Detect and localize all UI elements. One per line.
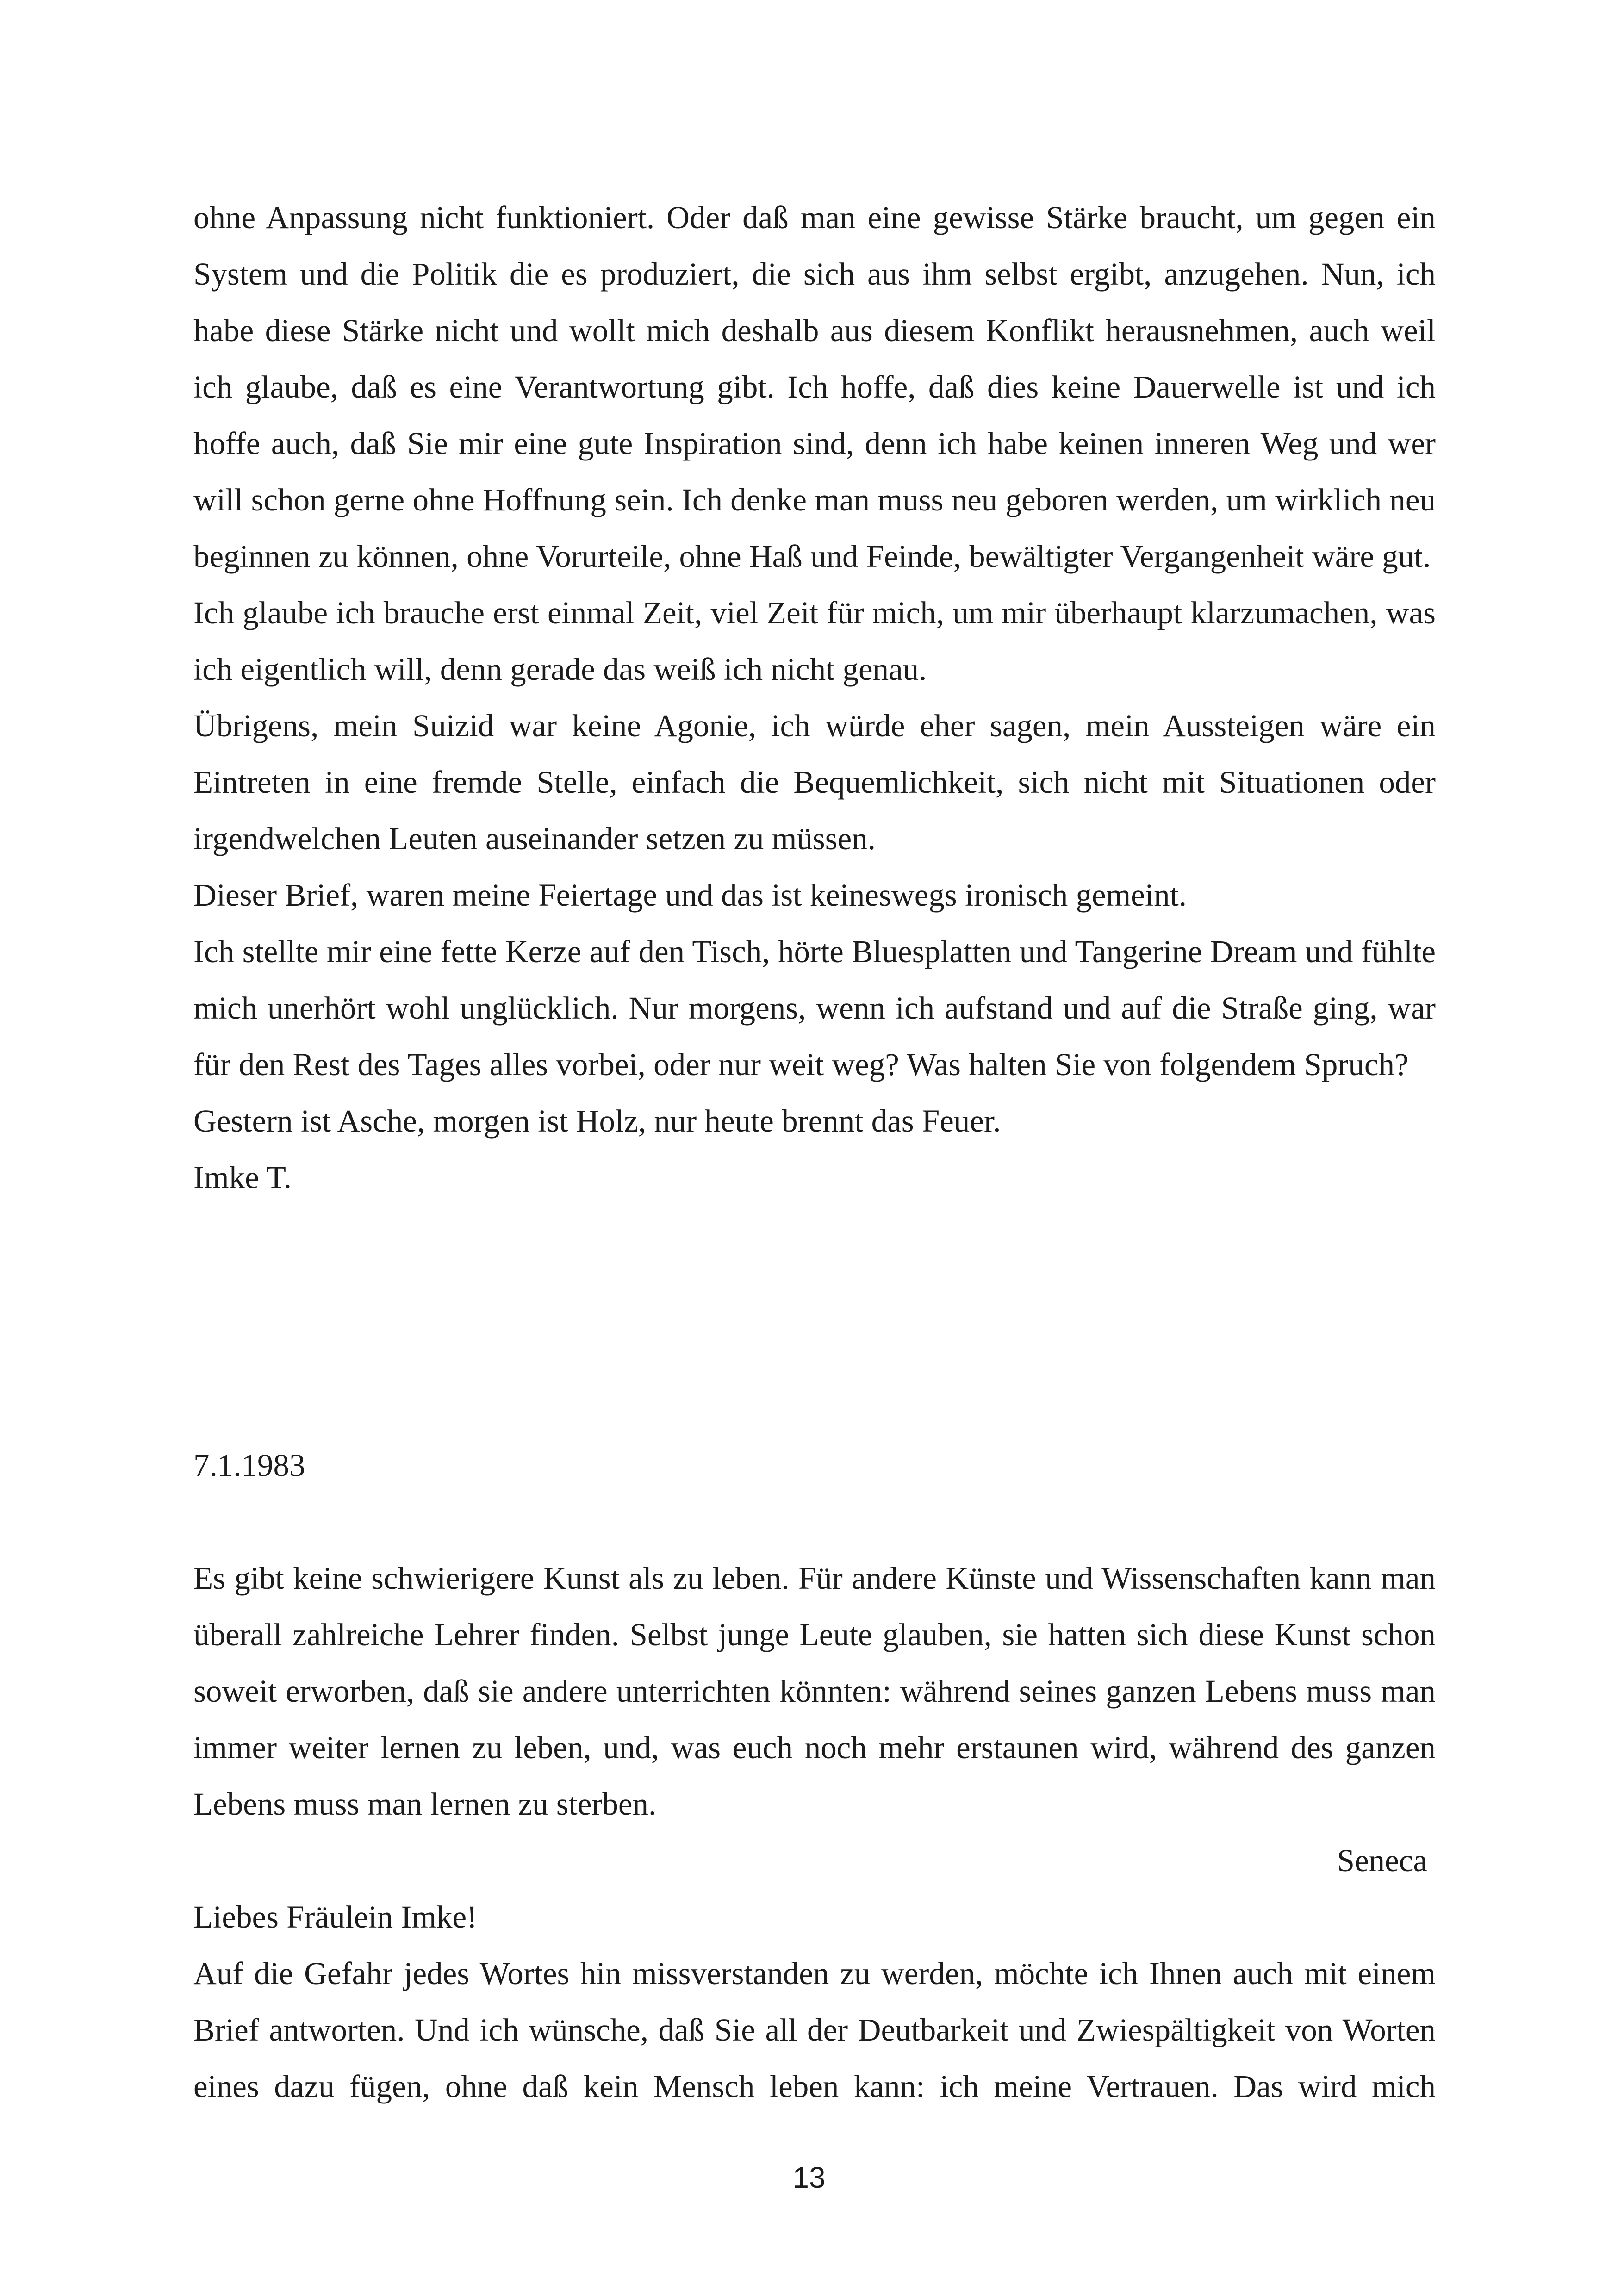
paragraph: ohne Anpassung nicht funktioniert. Oder daß man eine gewisse Stärke braucht, um gegen ein System und die Politik die es produziert, die sich aus ihm selbst ergibt, anzugehen. Nun, ich habe diese Stärke nicht und wollt mich deshalb aus diesem Konflikt herausnehmen, auch weil ich glaube, daß es eine Verantwortung gibt. Ich hoffe, daß dies keine Dauerwelle ist und ich hoffe auch, daß Sie mir eine gute Inspiration sind, denn ich habe keinen inneren Weg und wer will schon gerne ohne Hoffnung sein. Ich denke man muss neu geboren werden, um wirklich neu beginnen zu können, ohne Vorurteile, ohne Haß und Feinde, bewältigter Vergangenheit wäre gut. <box>193 200 1436 574</box>
letter-continuation <box>193 189 1436 1206</box>
date-heading: 7.1.1983 <box>193 1448 305 1483</box>
quote-text: Es gibt keine schwierigere Kunst als zu leben. Für andere Künste und Wissenschaften kann man überall zahlreiche Lehrer finden. Selbst junge Leute glauben, sie hatten sich diese Kunst schon soweit erworben, daß sie andere unterrichten könnten: während seines ganzen Lebens muss man immer weiter lernen zu leben, und, was euch noch mehr erstaunen wird, während des ganzen Lebens muss man lernen zu sterben. <box>193 1561 1436 1822</box>
quote-block <box>193 1550 1436 1832</box>
salutation: Liebes Fräulein Imke! <box>193 1899 478 1935</box>
quote-author: Seneca <box>1337 1843 1427 1878</box>
paragraph: Ich stellte mir eine fette Kerze auf den Tisch, hörte Bluesplatten und Tangerine Dream und fühlte mich unerhört wohl unglücklich. Nur morgens, wenn ich aufstand und auf die Straße ging, war für den Rest des Tages alles vorbei, oder nur weit weg? Was halten Sie von folgendem Spruch? <box>193 934 1436 1082</box>
paragraph: Dieser Brief, waren meine Feiertage und das ist keineswegs ironisch gemeint. <box>193 877 1187 913</box>
paragraph: Übrigens, mein Suizid war keine Agonie, ich würde eher sagen, mein Aussteigen wäre ein Eintreten in eine fremde Stelle, einfach die Bequemlichkeit, sich nicht mit Situationen oder irgendwelchen Leuten auseinander setzen zu müssen. <box>193 708 1436 856</box>
letter-body: Auf die Gefahr jedes Wortes hin missverstanden zu werden, möchte ich Ihnen auch mit einem Brief antworten. Und ich wünsche, daß Sie all der Deutbarkeit und Zwiespältigkeit von Worten eines dazu fügen, ohne daß kein Mensch leben kann: ich meine Vertrauen. Das wird mich <box>193 1956 1436 2104</box>
paragraph: Ich glaube ich brauche erst einmal Zeit, viel Zeit für mich, um mir überhaupt klarzumachen, was ich eigentlich will, denn gerade das weiß ich nicht genau. <box>193 595 1436 687</box>
signature: Imke T. <box>193 1160 292 1195</box>
page-number: 13 <box>792 2161 826 2194</box>
closing-saying: Gestern ist Asche, morgen ist Holz, nur heute brennt das Feuer. <box>193 1103 1001 1139</box>
reply-letter <box>193 1889 1436 2115</box>
